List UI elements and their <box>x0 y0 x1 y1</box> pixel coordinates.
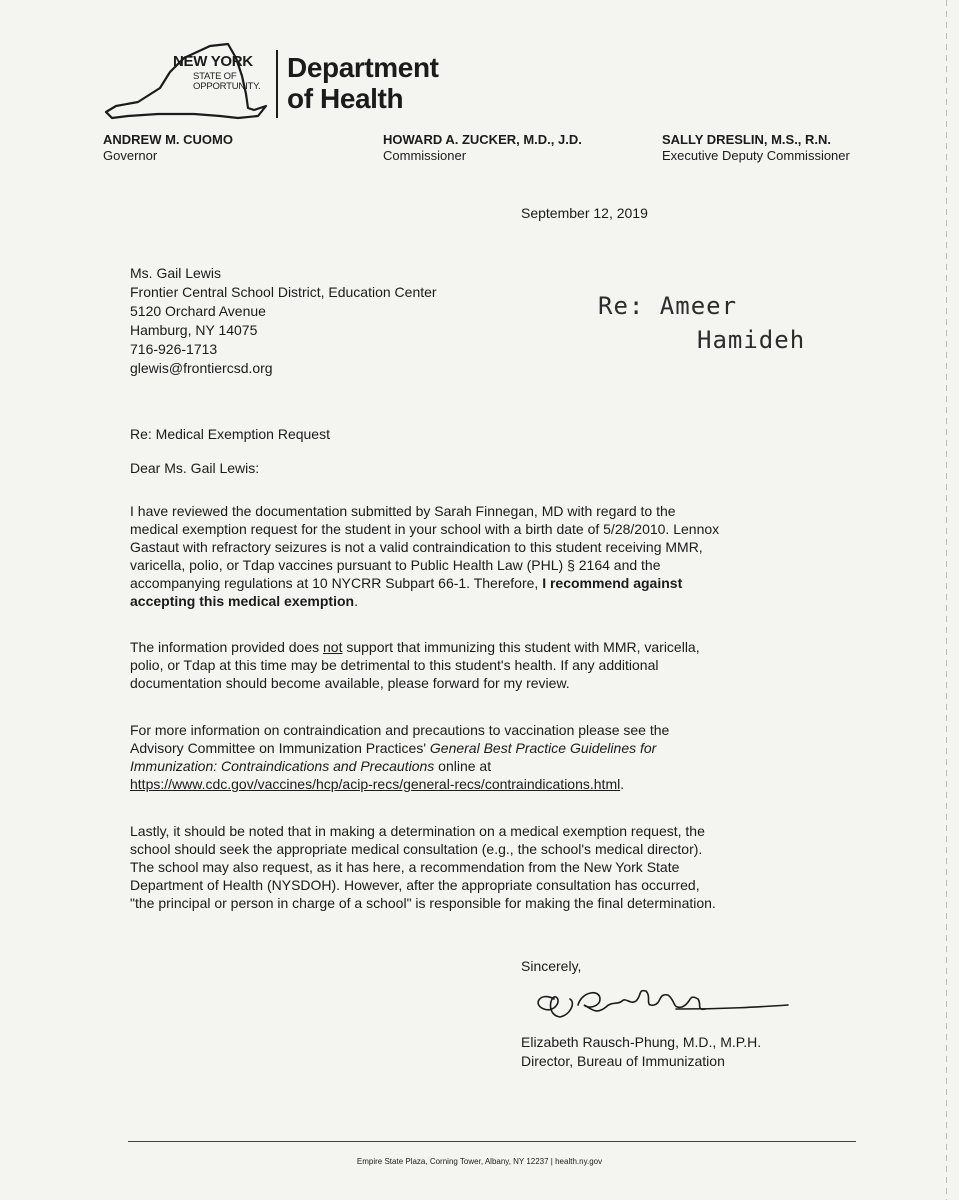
footer-address: Empire State Plaza, Corning Tower, Albany, NY 12237 | health.ny.gov <box>356 1157 603 1166</box>
cdc-link[interactable]: https://www.cdc.gov/vaccines/hcp/acip-recs/general-recs/contraindications.html <box>130 776 621 792</box>
recommendation-bold: accepting this medical exemption <box>130 593 355 609</box>
text-run: . <box>620 776 625 792</box>
paragraph-4 <box>130 822 860 912</box>
paragraph-3 <box>130 721 860 793</box>
signer-title: Director, Bureau of Immunization <box>521 1053 725 1069</box>
logo-sub-line: OPPORTUNITY. <box>193 81 261 92</box>
text-run: Advisory Committee on Immunization Practices' <box>130 740 430 756</box>
paragraph-line <box>130 638 860 656</box>
recommendation-bold: I recommend against <box>542 575 683 591</box>
official-name: HOWARD A. ZUCKER, M.D., J.D. <box>383 132 582 147</box>
paragraph-line: school should seek the appropriate medical consultation (e.g., the school's medical director). <box>130 841 703 857</box>
recipient-address <box>130 264 437 378</box>
signer-name: Elizabeth Rausch-Phung, M.D., M.P.H. <box>521 1034 762 1050</box>
text-run: support that immunizing this student with MMR, varicella, <box>342 639 700 655</box>
paragraph-line: varicella, polio, or Tdap vaccines pursuant to Public Health Law (PHL) § 2164 and the <box>130 557 661 573</box>
guideline-title: Immunization: Contraindications and Precautions <box>130 758 435 774</box>
department-name <box>287 52 439 114</box>
official-title: Governor <box>103 148 158 163</box>
text-run: online at <box>434 758 492 774</box>
paragraph-line: For more information on contraindication and precautions to vaccination please see the <box>130 722 670 738</box>
paragraph-line <box>130 775 860 793</box>
paragraph-line: Gastaut with refractory seizures is not a valid contraindication to this student receiving MMR, <box>130 539 703 555</box>
official-title: Commissioner <box>383 148 467 163</box>
paragraph-line: medical exemption request for the student in your school with a birth date of 5/28/2010. Lennox <box>130 521 720 537</box>
recipient-name: Ms. Gail Lewis <box>130 265 222 281</box>
salutation: Dear Ms. Gail Lewis: <box>130 460 260 476</box>
logo-divider <box>276 50 278 118</box>
paragraph-line <box>130 592 860 610</box>
footer-rule <box>128 1141 856 1142</box>
paragraph-line: polio, or Tdap at this time may be detrimental to this student's health. If any additional <box>130 657 659 673</box>
paragraph-1 <box>130 502 860 610</box>
page-edge <box>946 0 947 1200</box>
paragraph-line <box>130 739 860 757</box>
text-run: accompanying regulations at 10 NYCRR Subpart 66-1. Therefore, <box>130 575 543 591</box>
signer-block <box>521 1033 761 1071</box>
official-name: ANDREW M. CUOMO <box>103 132 233 147</box>
paragraph-line <box>130 757 860 775</box>
closing: Sincerely, <box>521 958 582 974</box>
recipient-org: Frontier Central School District, Education Center <box>130 284 437 300</box>
official-title: Executive Deputy Commissioner <box>662 148 850 163</box>
logo-sub-line: STATE OF <box>193 71 237 82</box>
paragraph-line: The school may also request, as it has here, a recommendation from the New York State <box>130 859 680 875</box>
guideline-title: General Best Practice Guidelines for <box>429 740 657 756</box>
recipient-email: glewis@frontiercsd.org <box>130 360 273 376</box>
signature-image <box>526 975 791 1025</box>
official-commissioner <box>383 132 582 164</box>
official-name: SALLY DRESLIN, M.S., R.N. <box>662 132 832 147</box>
underlined-word: not <box>323 639 343 655</box>
paragraph-line: Lastly, it should be noted that in making a determination on a medical exemption request, the <box>130 823 705 839</box>
paragraph-2 <box>130 638 860 692</box>
subject-line: Re: Medical Exemption Request <box>130 426 330 442</box>
text-run: The information provided does <box>130 639 323 655</box>
text-run: . <box>354 593 358 609</box>
recipient-city: Hamburg, NY 14075 <box>130 322 258 338</box>
official-governor <box>103 132 233 164</box>
paragraph-line: I have reviewed the documentation submitted by Sarah Finnegan, MD with regard to the <box>130 503 676 519</box>
handwritten-note-line2: Hamideh <box>697 326 806 354</box>
logo-subtitle <box>193 72 260 92</box>
recipient-street: 5120 Orchard Avenue <box>130 303 266 319</box>
paragraph-line <box>130 574 860 592</box>
department-line: Department <box>287 52 439 83</box>
department-line: of Health <box>287 83 404 114</box>
official-deputy <box>662 132 850 164</box>
handwritten-note-line1: Re: Ameer <box>598 292 738 320</box>
letter-date: September 12, 2019 <box>521 205 648 221</box>
paragraph-line: Department of Health (NYSDOH). However, after the appropriate consultation has occurred, <box>130 877 700 893</box>
logo-title: NEW YORK <box>173 53 253 70</box>
paragraph-line: documentation should become available, please forward for my review. <box>130 675 570 691</box>
paragraph-line: "the principal or person in charge of a school" is responsible for making the final determination. <box>130 895 716 911</box>
recipient-phone: 716-926-1713 <box>130 341 218 357</box>
